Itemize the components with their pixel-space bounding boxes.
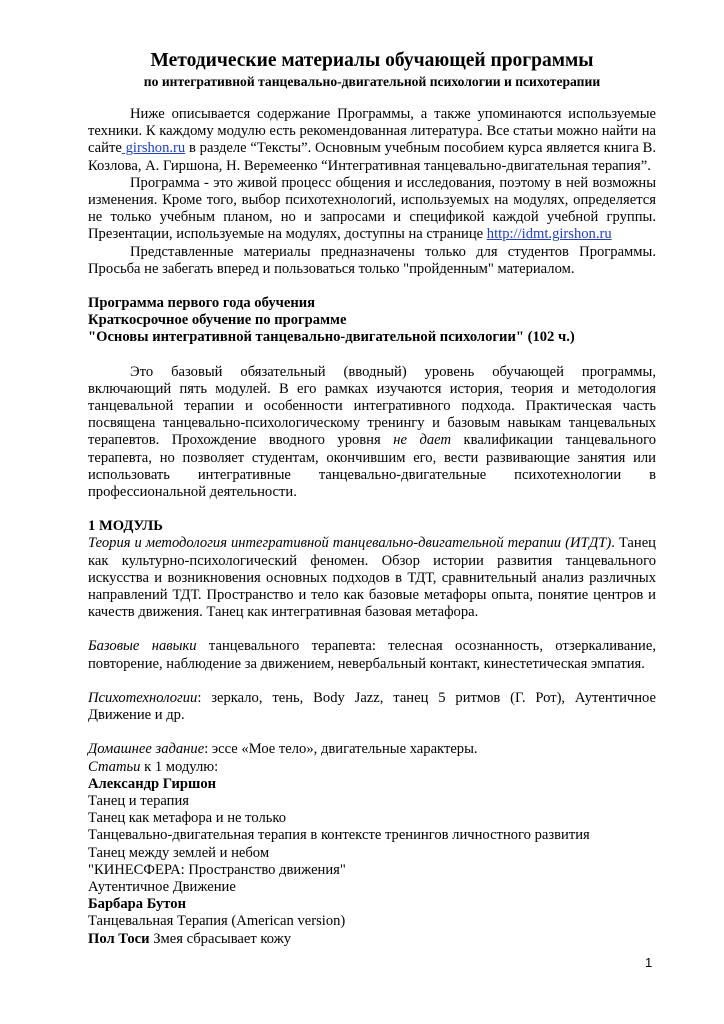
intro-text-cont: в разделе “Тексты”. Основным учебным пособием курса является книга В. Козлова, А. Гиршона, Н. Веремеенко “Интегративная танцевально-двигательная терапия”. [88,140,656,174]
program-desc-text-cont: квалификации танцевального терапевта, но позволяет студентам, окончившим его, вести развивающие занятия или использовать интегративные танцевально-двигательные психотехнологии в профессиональной деятельности. [88,432,656,501]
homework-label: Домашнее задание [88,741,205,758]
document-title: Методические материалы обучающей программы [150,50,594,71]
author-name: Александр Гиршон [88,775,217,792]
theory-text: . Танец как культурно-психологический феномен. Обзор истории развития танцевального искусства и возникновения основных подходов в ТДТ, сравнительный анализ различных направлений ТДТ. Пространство и тело как базовые метафоры опыта, понятие центров и качеств движения. Танец как интегративная базовая метафора. [88,535,656,621]
intro-text: Ниже описывается содержание Программы, а также упоминаются используемые техники. К каждому модулю есть рекомендованная литература. Все статьи можно найти на сайте [88,106,656,157]
module-techniques [88,690,656,724]
homework-text: : эссе «Мое тело», двигательные характеры. [204,741,478,758]
program-desc-text: Это базовый обязательный (вводный) уровень обучающей программы, включающий пять модулей. В его рамках изучаются история, теория и методология танцевальной терапии и особенности интегративного подхода. Практическая часть посвящена танцевально-психологическому тренингу и базовым навыкам танцевальных терапевтов. Прохождение вводного уровня [88,363,656,449]
techniques-label: Психотехнологии [88,689,198,706]
articles-label: Статьи [88,758,141,775]
article-link[interactable]: Танец как метафора и не только [88,810,287,827]
program-heading-2: Краткосрочное обучение по программе [88,312,347,329]
program-heading-1: Программа первого года обучения [88,295,316,312]
program-heading-3: "Основы интегративной танцевально-двигательной психологии" (102 ч.) [88,329,575,346]
module-homework [88,741,656,758]
girshon-link[interactable]: girshon.ru [121,140,186,157]
author-name: Пол Тоси [88,930,150,947]
author-article-line [88,931,656,948]
program-desc-emphasis: не дает [393,432,451,449]
article-link[interactable]: Змея сбрасывает кожу [149,930,292,947]
author-name: Барбара Бутон [88,896,186,913]
article-link[interactable]: Танцевальная Терапия (American version) [88,913,346,930]
skills-label: Базовые навыки [88,638,197,655]
techniques-text: : зеркало, тень, Body Jazz, танец 5 ритмов (Г. Рот), Аутентичное Движение и др. [88,689,656,724]
module-skills [88,638,656,672]
intro-p2-text: Программа - это живой процесс общения и исследования, поэтому в ней возможны изменения. Кроме того, выбор психотехнологий, используемых на модулях, определяется не только учебным планом, но и запросами и спецификой каждой учебной группы. Презентации, используемые на модулях, доступны на странице [88,174,656,243]
intro-paragraph-2 [88,175,656,244]
module-theory [88,535,656,621]
document-page [88,50,656,948]
article-link[interactable]: Танец и терапия [88,792,190,809]
intro-paragraph-1 [88,106,656,175]
skills-text: танцевального терапевта: телесная осознанность, отзеркаливание, повторение, наблюдение за движением, невербальный контакт, кинестетическая эмпатия. [88,638,656,672]
intro-paragraph-3: Представленные материалы предназначены только для студентов Программы. Просьба не забегать вперед и пользоваться только "пройденным" материалом. [88,243,656,277]
theory-title: Теория и методология интегративной танцевально-двигательной терапии (ИТДТ) [88,535,612,552]
article-link[interactable]: Танцевально-двигательная терапия в контексте тренингов личностного развития [88,827,590,844]
article-link[interactable]: Аутентичное Движение [88,878,236,895]
presentations-link[interactable]: http://idmt.girshon.ru [486,226,612,243]
program-description [88,364,656,502]
article-link[interactable]: "КИНЕСФЕРА: Пространство движения" [88,861,346,878]
document-subtitle: по интегративной танцевально-двигательной психологии и психотерапии [143,74,601,89]
articles-text: к 1 модулю: [140,758,219,775]
module-articles [88,759,656,776]
page-number: 1 [645,955,653,970]
module-heading: 1 МОДУЛЬ [88,518,163,535]
article-link[interactable]: Танец между землей и небом [88,844,270,861]
